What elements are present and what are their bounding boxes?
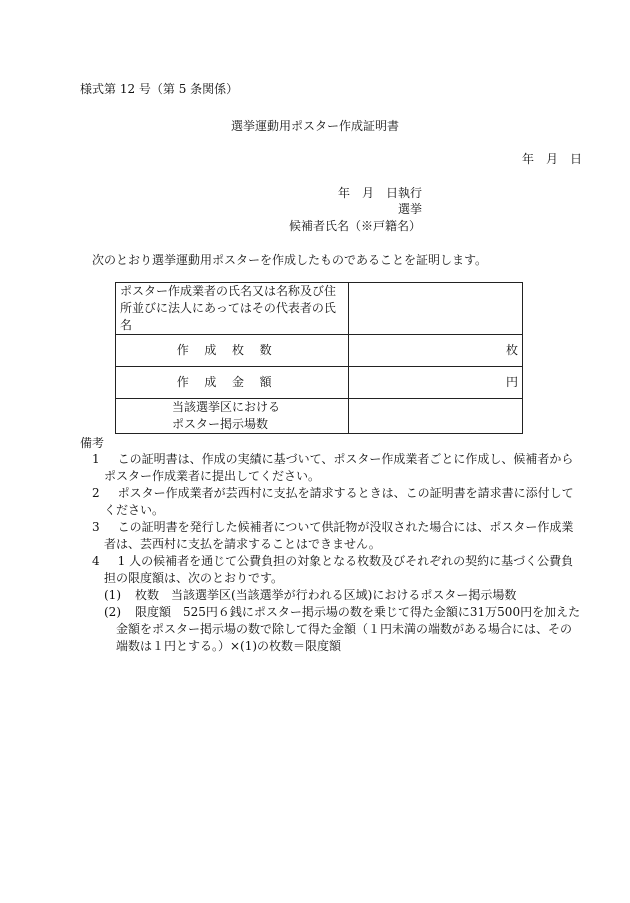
note-number: 3: [92, 520, 100, 534]
note-number: (2): [104, 605, 121, 619]
table-row: [116, 335, 523, 367]
note-line: ください。: [104, 503, 165, 517]
poster-board-count-label: [116, 399, 349, 434]
label-line: 所並びに法人にあってはその代表者の氏: [120, 301, 336, 315]
note-subitem: [104, 604, 587, 655]
note-item: [92, 485, 587, 519]
issue-date: 年 月 日: [521, 152, 582, 166]
certificate-table: [115, 282, 523, 434]
note-number: 1: [92, 452, 100, 466]
form-number: 様式第 12 号（第 5 条関係）: [80, 82, 239, 96]
label-line: 当該選挙区における: [172, 400, 281, 414]
note-text: この証明書は、作成の実績に基づいて、ポスター作成業者ごとに作成し、候補者から: [117, 452, 574, 466]
note-text: 枚数 当該選挙区(当該選挙が行われる区域)におけるポスター掲示場数: [135, 588, 517, 602]
label-line: ポスター掲示場数: [172, 417, 269, 431]
note-line: [92, 519, 587, 536]
note-line: [104, 587, 587, 604]
certification-statement: 次のとおり選挙運動用ポスターを作成したものであることを証明します。: [92, 253, 488, 267]
note-line: [92, 451, 587, 468]
document-title: 選挙運動用ポスター作成証明書: [230, 119, 399, 133]
label-line: 名: [120, 318, 133, 332]
vendor-name-label: [116, 283, 349, 335]
note-number: 4: [92, 554, 100, 568]
amount-unit: 円: [349, 367, 523, 399]
note-item: [92, 451, 587, 485]
poster-board-count-value[interactable]: [349, 399, 523, 434]
election-exec-date: 年 月 日執行: [338, 186, 423, 200]
note-line: [92, 485, 587, 502]
note-subitem: [104, 587, 587, 604]
quantity-unit: 枚: [349, 335, 523, 367]
note-text: この証明書を発行した候補者について供託物が没収された場合には、ポスター作成業: [117, 520, 574, 534]
quantity-label: 作成枚数: [116, 335, 349, 367]
note-line: [104, 604, 587, 621]
note-number: 2: [92, 486, 100, 500]
note-line: 者は、芸西村に支払を請求することはできません。: [104, 537, 381, 551]
note-line: 金額をポスター掲示場の数で除して得た金額（１円未満の端数がある場合には、その: [116, 622, 573, 636]
note-line: [92, 553, 587, 570]
election-name: 選挙: [398, 202, 423, 216]
note-item: [92, 519, 587, 553]
candidate-name-label: 候補者氏名（※戸籍名）: [289, 219, 422, 233]
table-row: [116, 399, 523, 434]
note-item: [92, 553, 587, 587]
notes-heading: 備考: [80, 436, 105, 450]
vendor-name-value[interactable]: [349, 283, 523, 335]
note-text: ポスター作成業者が芸西村に支払を請求するときは、この証明書を請求書に添付して: [117, 486, 574, 500]
note-line: ポスター作成業者に提出してください。: [104, 469, 321, 483]
amount-label: 作成金額: [116, 367, 349, 399]
label-line: ポスター作成業者の氏名又は名称及び住: [120, 284, 337, 298]
note-text: 限度額 525円６銭にポスター掲示場の数を乗じて得た金額に31万500円を加えた: [135, 605, 581, 619]
note-text: 1 人の候補者を通じて公費負担の対象となる枚数及びそれぞれの契約に基づく公費負: [117, 554, 574, 568]
table-row: [116, 367, 523, 399]
note-line: 端数は１円とする。）×(1)の枚数＝限度額: [116, 639, 342, 653]
note-line: 担の限度額は、次のとおりです。: [104, 571, 284, 585]
note-number: (1): [104, 588, 121, 602]
table-row: [116, 283, 523, 335]
